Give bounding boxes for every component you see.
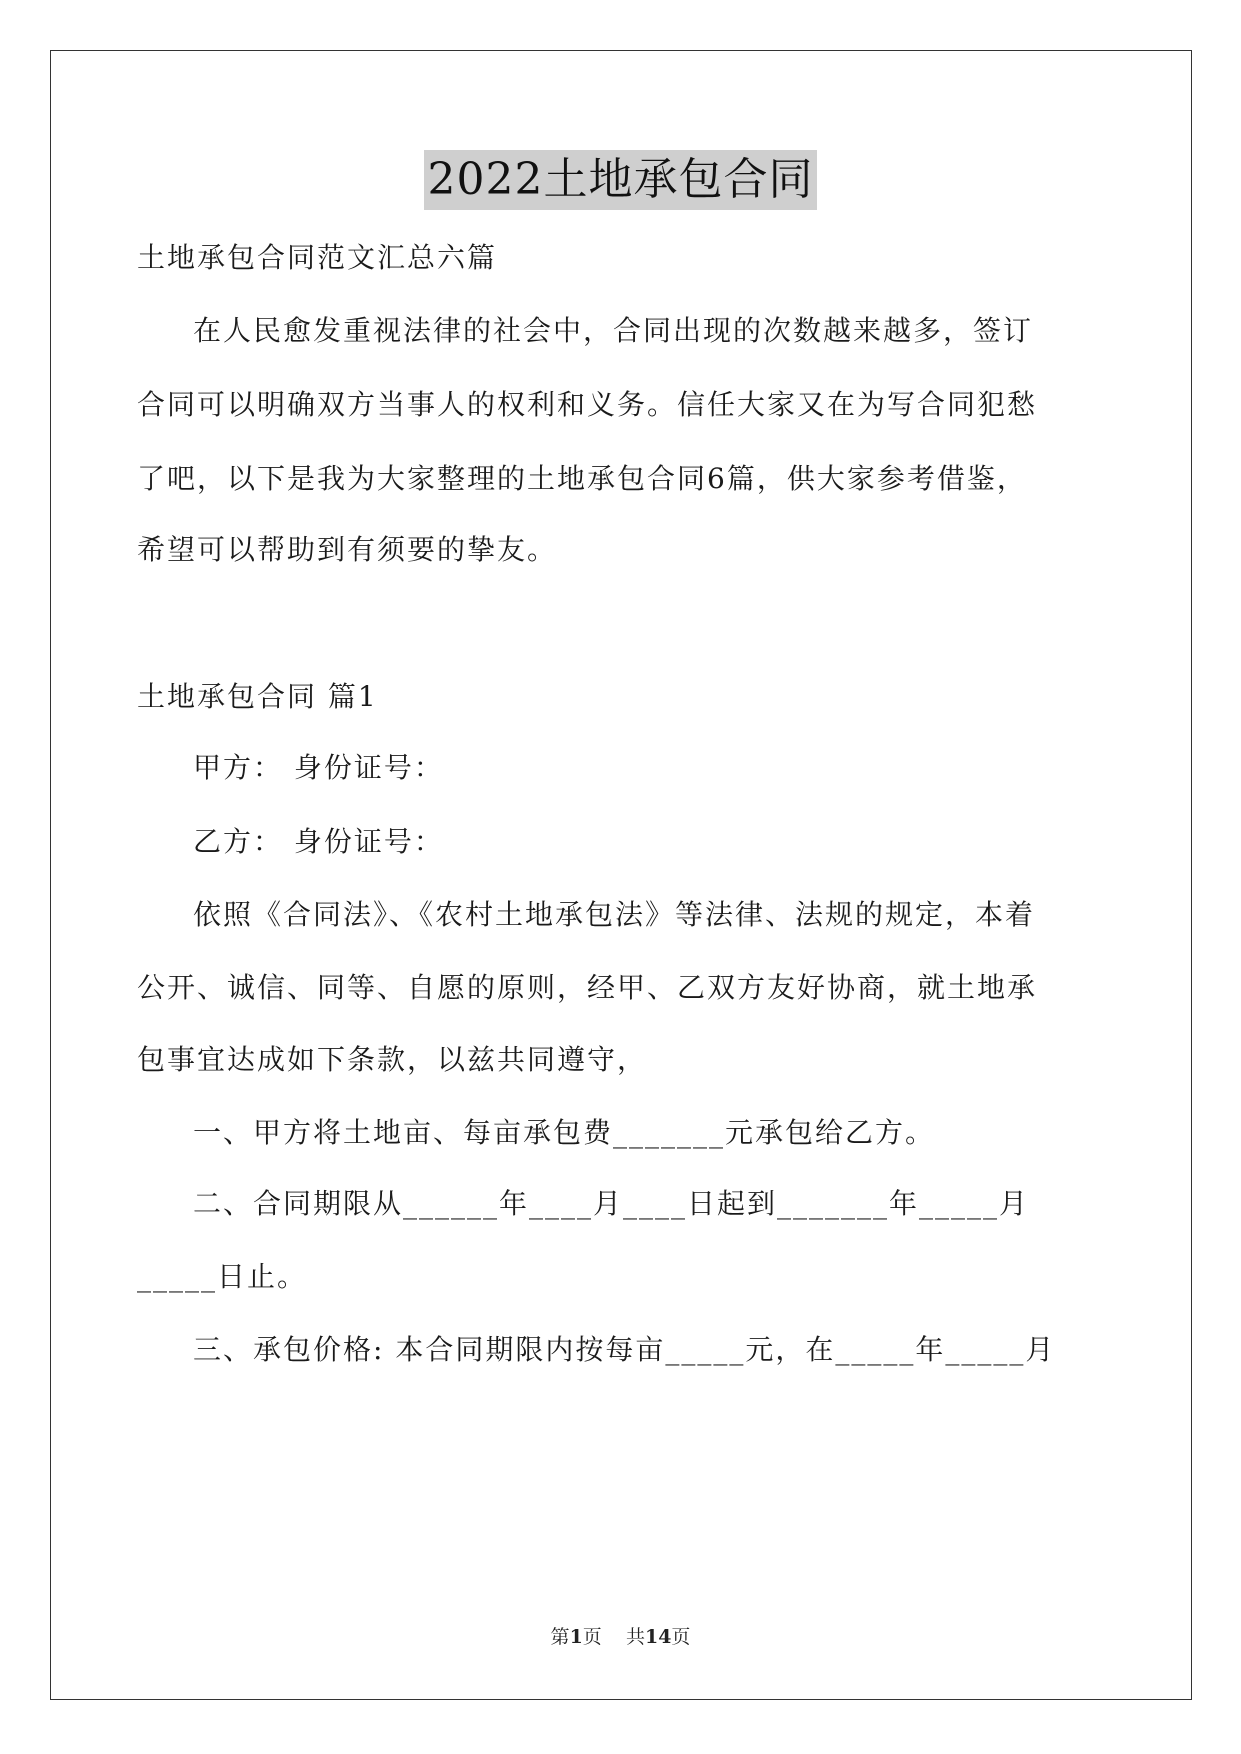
party-b-line: 乙方： 身份证号： (193, 825, 444, 858)
basis-line-3: 包事宜达成如下条款，以兹共同遵守， (137, 1043, 648, 1076)
intro-line-2: 合同可以明确双方当事人的权利和义务。信任大家又在为写合同犯愁 (137, 388, 1038, 421)
intro-line-4: 希望可以帮助到有须要的挚友。 (137, 533, 558, 566)
page-border (50, 50, 1192, 1700)
document-title: 2022土地承包合同 (424, 150, 818, 210)
page-footer (0, 1624, 1241, 1650)
basis-line-2: 公开、诚信、同等、自愿的原则，经甲、乙双方友好协商，就土地承 (137, 971, 1038, 1004)
title-container (0, 150, 1241, 210)
party-a-line: 甲方： 身份证号： (193, 751, 444, 784)
clause-2-line-1: 二、合同期限从______年____月____日起到_______年_____月 (193, 1187, 1030, 1220)
current-page-number: 1 (569, 1626, 583, 1648)
clause-2-line-2: _____日止。 (137, 1260, 308, 1293)
footer-prefix: 第 (550, 1626, 570, 1648)
footer-middle: 页 共 (582, 1626, 645, 1648)
clause-1: 一、甲方将土地亩、每亩承包费_______元承包给乙方。 (193, 1116, 936, 1149)
document-subtitle: 土地承包合同范文汇总六篇 (137, 241, 498, 274)
intro-line-1: 在人民愈发重视法律的社会中，合同出现的次数越来越多，签订 (193, 314, 1034, 347)
intro-line-3: 了吧，以下是我为大家整理的土地承包合同6篇，供大家参考借鉴， (137, 462, 1027, 495)
basis-line-1: 依照《合同法》、《农村土地承包法》等法律、法规的规定，本着 (193, 898, 1036, 931)
total-pages-number: 14 (644, 1626, 672, 1648)
clause-3: 三、承包价格: 本合同期限内按每亩_____元，在_____年_____月 (193, 1333, 1056, 1366)
footer-suffix: 页 (671, 1626, 691, 1648)
section-heading: 土地承包合同 篇1 (137, 680, 378, 713)
